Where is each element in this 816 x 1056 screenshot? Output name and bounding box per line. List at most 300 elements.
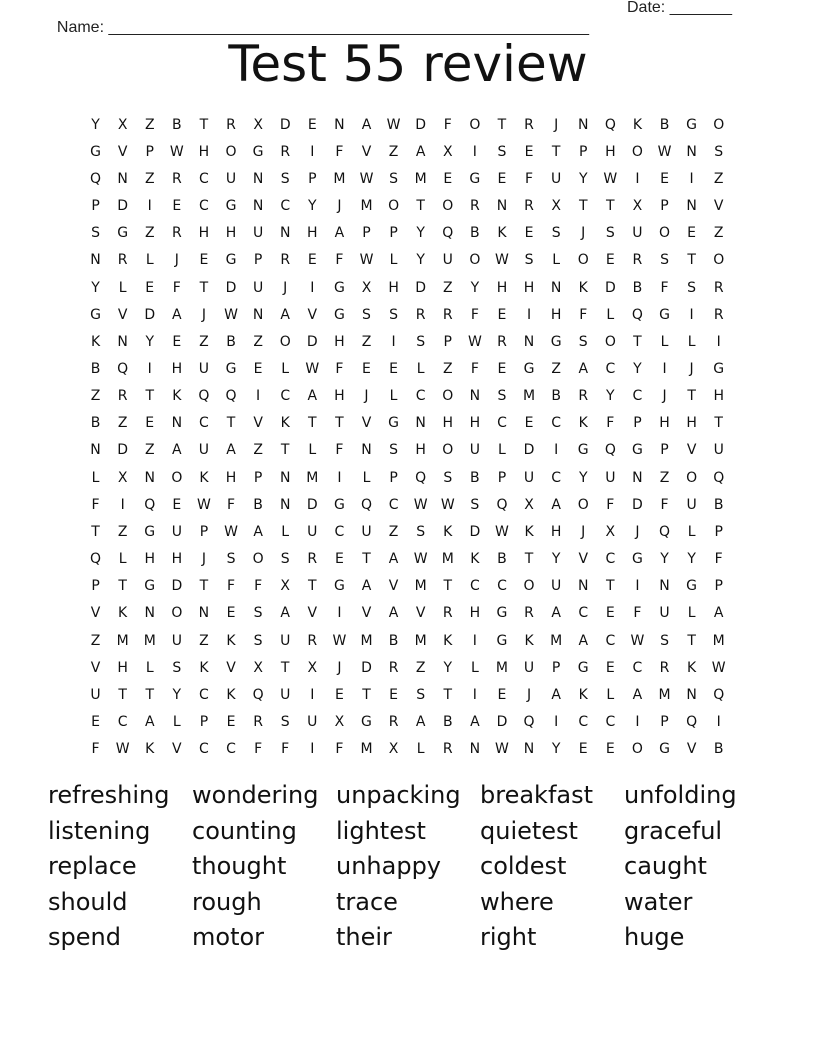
grid-letter[interactable]: S (280, 714, 290, 731)
grid-letter[interactable]: I (472, 143, 477, 160)
grid-letter[interactable]: E (334, 686, 344, 703)
grid-letter[interactable]: N (334, 116, 345, 133)
grid-letter[interactable]: I (310, 279, 315, 296)
grid-letter[interactable]: F (91, 741, 100, 758)
grid-letter[interactable]: J (337, 198, 342, 215)
grid-letter[interactable]: T (606, 198, 615, 215)
grid-letter[interactable]: M (414, 170, 427, 187)
grid-letter[interactable]: C (280, 198, 291, 215)
grid-letter[interactable]: N (632, 469, 643, 486)
grid-letter[interactable]: C (469, 578, 480, 595)
grid-letter[interactable]: A (470, 714, 480, 731)
grid-letter[interactable]: Y (443, 659, 453, 676)
grid-letter[interactable]: M (523, 388, 536, 405)
grid-letter[interactable]: H (171, 551, 183, 568)
grid-letter[interactable]: E (443, 170, 453, 187)
grid-letter[interactable]: B (226, 333, 236, 350)
grid-letter[interactable]: H (469, 415, 481, 432)
grid-letter[interactable]: M (550, 632, 563, 649)
grid-letter[interactable]: D (117, 198, 129, 215)
grid-letter[interactable]: Y (470, 279, 480, 296)
grid-letter[interactable]: K (524, 632, 534, 649)
grid-letter[interactable]: U (523, 469, 535, 486)
grid-letter[interactable]: W (359, 170, 374, 187)
grid-letter[interactable]: O (659, 225, 671, 242)
grid-letter[interactable]: P (443, 333, 452, 350)
grid-letter[interactable]: Z (388, 143, 399, 160)
grid-letter[interactable]: N (144, 605, 155, 622)
grid-letter[interactable]: S (416, 333, 426, 350)
grid-letter[interactable]: V (90, 659, 101, 676)
grid-letter[interactable]: F (172, 279, 181, 296)
grid-letter[interactable]: X (117, 469, 128, 486)
grid-letter[interactable]: Q (659, 523, 671, 540)
grid-letter[interactable]: Z (253, 442, 263, 459)
grid-letter[interactable]: U (361, 523, 372, 540)
grid-letter[interactable]: T (308, 578, 317, 595)
grid-letter[interactable]: Q (604, 442, 616, 459)
grid-letter[interactable]: R (469, 198, 480, 215)
grid-letter[interactable]: V (578, 551, 589, 568)
grid-letter[interactable]: A (172, 306, 182, 323)
grid-letter[interactable]: C (578, 714, 589, 731)
grid-letter[interactable]: L (470, 659, 479, 676)
grid-letter[interactable]: T (91, 523, 100, 540)
grid-letter[interactable]: K (226, 632, 236, 649)
grid-letter[interactable]: O (442, 198, 454, 215)
grid-letter[interactable]: C (199, 686, 209, 703)
grid-letter[interactable]: K (524, 523, 534, 540)
grid-letter[interactable]: U (632, 225, 643, 242)
date-field-label[interactable]: Date: _______ (627, 0, 732, 16)
grid-letter[interactable]: L (145, 659, 154, 676)
grid-letter[interactable]: N (252, 170, 264, 187)
grid-letter[interactable]: R (524, 116, 534, 133)
grid-letter[interactable]: E (660, 170, 669, 187)
grid-letter[interactable]: B (388, 632, 399, 649)
grid-letter[interactable]: F (579, 306, 588, 323)
grid-letter[interactable]: H (550, 523, 562, 540)
grid-letter[interactable]: I (310, 686, 315, 703)
grid-letter[interactable]: Z (144, 225, 155, 242)
grid-letter[interactable]: Q (117, 360, 129, 377)
grid-letter[interactable]: S (91, 225, 100, 242)
grid-letter[interactable]: Y (91, 116, 100, 133)
grid-letter[interactable]: V (307, 605, 318, 622)
grid-letter[interactable]: L (660, 333, 669, 350)
grid-letter[interactable]: B (497, 551, 507, 568)
grid-letter[interactable]: G (686, 578, 698, 595)
grid-letter[interactable]: Z (199, 632, 209, 649)
grid-letter[interactable]: S (578, 333, 588, 350)
grid-letter[interactable]: U (171, 632, 182, 649)
grid-letter[interactable]: H (171, 360, 183, 377)
grid-letter[interactable]: Z (144, 442, 155, 459)
grid-letter[interactable]: O (442, 388, 454, 405)
grid-letter[interactable]: H (144, 551, 155, 568)
grid-letter[interactable]: L (687, 605, 696, 622)
grid-letter[interactable]: Y (606, 388, 615, 405)
grid-letter[interactable]: U (307, 714, 318, 731)
grid-letter[interactable]: G (631, 551, 643, 568)
grid-letter[interactable]: P (660, 442, 669, 459)
grid-letter[interactable]: R (497, 333, 507, 350)
grid-letter[interactable]: D (496, 714, 508, 731)
grid-letter[interactable]: M (116, 632, 129, 649)
grid-letter[interactable]: E (605, 252, 615, 269)
grid-letter[interactable]: N (252, 198, 264, 215)
grid-letter[interactable]: L (416, 360, 425, 377)
grid-letter[interactable]: Z (117, 415, 128, 432)
grid-letter[interactable]: U (252, 279, 264, 296)
grid-letter[interactable]: G (252, 143, 264, 160)
grid-letter[interactable]: R (307, 551, 318, 568)
grid-letter[interactable]: S (714, 143, 724, 160)
grid-letter[interactable]: L (145, 252, 154, 269)
grid-letter[interactable]: T (145, 388, 155, 405)
grid-letter[interactable]: G (333, 306, 345, 323)
grid-letter[interactable]: G (496, 605, 508, 622)
grid-letter[interactable]: J (689, 360, 694, 377)
grid-letter[interactable]: S (660, 632, 669, 649)
grid-letter[interactable]: E (334, 551, 344, 568)
grid-letter[interactable]: J (554, 116, 559, 133)
grid-letter[interactable]: R (171, 225, 182, 242)
grid-letter[interactable]: X (253, 659, 263, 676)
grid-letter[interactable]: Y (578, 469, 588, 486)
grid-letter[interactable]: N (90, 442, 101, 459)
grid-letter[interactable]: W (115, 741, 130, 758)
grid-letter[interactable]: T (687, 388, 696, 405)
grid-letter[interactable]: Z (90, 388, 101, 405)
grid-letter[interactable]: W (332, 632, 347, 649)
grid-letter[interactable]: V (415, 605, 426, 622)
grid-letter[interactable]: Q (144, 496, 156, 513)
grid-letter[interactable]: Q (496, 496, 508, 513)
grid-letter[interactable]: J (201, 551, 206, 568)
grid-letter[interactable]: T (145, 686, 155, 703)
grid-letter[interactable]: R (307, 632, 318, 649)
grid-letter[interactable]: E (307, 252, 317, 269)
grid-letter[interactable]: S (470, 496, 480, 513)
grid-letter[interactable]: S (524, 252, 534, 269)
grid-letter[interactable]: V (226, 659, 236, 676)
grid-letter[interactable]: S (660, 252, 669, 269)
grid-letter[interactable]: G (333, 279, 345, 296)
grid-letter[interactable]: M (333, 170, 346, 187)
grid-letter[interactable]: P (253, 252, 263, 269)
grid-letter[interactable]: N (469, 741, 481, 758)
grid-letter[interactable]: C (605, 551, 616, 568)
grid-letter[interactable]: O (523, 578, 535, 595)
grid-letter[interactable]: Z (144, 170, 155, 187)
grid-letter[interactable]: K (199, 659, 209, 676)
grid-letter[interactable]: G (659, 306, 670, 323)
grid-letter[interactable]: S (497, 143, 507, 160)
grid-letter[interactable]: L (606, 306, 615, 323)
grid-letter[interactable]: J (364, 388, 369, 405)
grid-letter[interactable]: O (604, 333, 616, 350)
grid-letter[interactable]: V (307, 306, 318, 323)
grid-letter[interactable]: T (633, 333, 642, 350)
grid-letter[interactable]: P (199, 714, 209, 731)
grid-letter[interactable]: G (225, 198, 237, 215)
grid-letter[interactable]: G (659, 741, 670, 758)
grid-letter[interactable]: S (226, 551, 236, 568)
grid-letter[interactable]: D (632, 496, 643, 513)
grid-letter[interactable]: T (524, 551, 534, 568)
grid-letter[interactable]: K (226, 686, 236, 703)
grid-letter[interactable]: H (713, 388, 724, 405)
grid-letter[interactable]: Y (633, 360, 642, 377)
grid-letter[interactable]: P (660, 198, 669, 215)
grid-letter[interactable]: L (118, 551, 127, 568)
grid-letter[interactable]: O (225, 143, 237, 160)
grid-letter[interactable]: I (635, 714, 640, 731)
name-field-label[interactable]: Name: ______________________________________________________ (56, 19, 589, 36)
grid-letter[interactable]: N (686, 198, 697, 215)
grid-letter[interactable]: D (469, 523, 481, 540)
grid-letter[interactable]: I (391, 333, 396, 350)
grid-letter[interactable]: W (224, 523, 238, 540)
grid-letter[interactable]: B (713, 496, 724, 513)
grid-letter[interactable]: U (686, 496, 697, 513)
grid-letter[interactable]: E (172, 333, 182, 350)
grid-letter[interactable]: Q (631, 306, 643, 323)
grid-letter[interactable]: B (442, 714, 453, 731)
grid-letter[interactable]: I (147, 198, 152, 215)
grid-letter[interactable]: R (713, 306, 724, 323)
grid-letter[interactable]: F (335, 143, 344, 160)
grid-letter[interactable]: X (361, 279, 372, 296)
grid-letter[interactable]: F (606, 496, 615, 513)
grid-letter[interactable]: C (551, 415, 562, 432)
grid-letter[interactable]: G (144, 578, 156, 595)
grid-letter[interactable]: M (712, 632, 725, 649)
grid-letter[interactable]: E (226, 605, 236, 622)
grid-letter[interactable]: B (470, 225, 480, 242)
grid-letter[interactable]: V (117, 306, 128, 323)
grid-letter[interactable]: C (605, 714, 616, 731)
grid-letter[interactable]: R (442, 306, 453, 323)
grid-letter[interactable]: H (225, 469, 237, 486)
grid-letter[interactable]: F (714, 551, 723, 568)
grid-letter[interactable]: G (90, 143, 101, 160)
grid-letter[interactable]: A (361, 578, 372, 595)
grid-letter[interactable]: Z (442, 279, 453, 296)
grid-letter[interactable]: I (147, 360, 152, 377)
grid-letter[interactable]: H (469, 605, 481, 622)
grid-letter[interactable]: F (525, 170, 534, 187)
grid-letter[interactable]: W (224, 306, 238, 323)
grid-letter[interactable]: U (252, 225, 264, 242)
grid-letter[interactable]: L (687, 333, 696, 350)
grid-letter[interactable]: U (469, 442, 480, 459)
grid-letter[interactable]: N (171, 415, 183, 432)
grid-letter[interactable]: O (171, 469, 183, 486)
grid-letter[interactable]: Z (361, 333, 372, 350)
grid-letter[interactable]: Q (225, 388, 237, 405)
grid-letter[interactable]: E (172, 496, 182, 513)
grid-letter[interactable]: J (526, 686, 532, 703)
grid-letter[interactable]: N (577, 116, 589, 133)
grid-letter[interactable]: J (581, 225, 586, 242)
grid-letter[interactable]: C (632, 388, 643, 405)
grid-letter[interactable]: W (495, 252, 509, 269)
grid-letter[interactable]: I (310, 143, 315, 160)
grid-letter[interactable]: I (120, 496, 125, 513)
grid-letter[interactable]: L (118, 279, 127, 296)
grid-letter[interactable]: I (472, 632, 477, 649)
grid-letter[interactable]: W (305, 360, 320, 377)
grid-letter[interactable]: I (689, 170, 694, 187)
grid-letter[interactable]: H (334, 388, 345, 405)
grid-letter[interactable]: G (577, 659, 589, 676)
grid-letter[interactable]: E (145, 279, 155, 296)
grid-letter[interactable]: B (470, 469, 480, 486)
grid-letter[interactable]: O (252, 551, 264, 568)
grid-letter[interactable]: W (386, 116, 401, 133)
grid-letter[interactable]: E (362, 360, 371, 377)
grid-letter[interactable]: V (686, 442, 697, 459)
grid-letter[interactable]: T (199, 578, 209, 595)
grid-letter[interactable]: E (524, 225, 534, 242)
grid-letter[interactable]: S (416, 686, 426, 703)
grid-letter[interactable]: R (280, 143, 291, 160)
grid-letter[interactable]: D (523, 442, 535, 459)
grid-letter[interactable]: N (361, 442, 372, 459)
grid-letter[interactable]: T (308, 415, 317, 432)
grid-letter[interactable]: J (581, 523, 586, 540)
grid-letter[interactable]: Y (416, 225, 425, 242)
grid-letter[interactable]: C (199, 170, 209, 187)
grid-letter[interactable]: J (662, 388, 667, 405)
grid-letter[interactable]: A (307, 388, 318, 405)
grid-letter[interactable]: C (199, 198, 209, 215)
grid-letter[interactable]: O (686, 469, 698, 486)
grid-letter[interactable]: X (551, 198, 561, 215)
grid-letter[interactable]: R (442, 605, 453, 622)
grid-letter[interactable]: T (687, 252, 696, 269)
grid-letter[interactable]: C (280, 388, 291, 405)
grid-letter[interactable]: A (551, 605, 561, 622)
grid-letter[interactable]: Q (415, 469, 427, 486)
grid-letter[interactable]: K (199, 469, 209, 486)
grid-letter[interactable]: I (716, 333, 721, 350)
grid-letter[interactable]: U (280, 686, 291, 703)
grid-letter[interactable]: D (144, 306, 156, 323)
grid-letter[interactable]: S (605, 225, 615, 242)
grid-letter[interactable]: I (662, 360, 667, 377)
grid-letter[interactable]: U (280, 632, 291, 649)
grid-letter[interactable]: N (523, 741, 535, 758)
grid-letter[interactable]: C (605, 632, 616, 649)
grid-letter[interactable]: G (117, 225, 129, 242)
grid-letter[interactable]: G (333, 496, 345, 513)
grid-letter[interactable]: O (713, 252, 725, 269)
grid-letter[interactable]: X (280, 578, 290, 595)
grid-letter[interactable]: S (280, 551, 290, 568)
grid-letter[interactable]: C (578, 605, 589, 622)
grid-letter[interactable]: E (145, 415, 155, 432)
grid-letter[interactable]: N (279, 469, 291, 486)
grid-letter[interactable]: O (631, 143, 643, 160)
grid-letter[interactable]: Z (144, 116, 155, 133)
grid-letter[interactable]: L (389, 388, 398, 405)
grid-letter[interactable]: K (90, 333, 101, 350)
grid-letter[interactable]: W (711, 659, 726, 676)
grid-letter[interactable]: O (469, 116, 481, 133)
grid-letter[interactable]: G (631, 442, 643, 459)
grid-letter[interactable]: L (687, 523, 696, 540)
grid-letter[interactable]: A (226, 442, 236, 459)
grid-letter[interactable]: J (337, 659, 342, 676)
grid-letter[interactable]: C (117, 714, 128, 731)
grid-letter[interactable]: S (687, 279, 697, 296)
grid-letter[interactable]: A (253, 523, 263, 540)
grid-letter[interactable]: Y (91, 279, 100, 296)
grid-letter[interactable]: O (713, 116, 725, 133)
grid-letter[interactable]: M (414, 578, 427, 595)
grid-letter[interactable]: L (552, 252, 561, 269)
grid-letter[interactable]: V (388, 578, 399, 595)
grid-letter[interactable]: T (280, 659, 290, 676)
grid-letter[interactable]: Q (90, 551, 102, 568)
grid-letter[interactable]: K (172, 388, 182, 405)
grid-letter[interactable]: Y (308, 198, 317, 215)
grid-letter[interactable]: C (632, 659, 643, 676)
grid-letter[interactable]: C (226, 741, 236, 758)
grid-letter[interactable]: N (198, 605, 210, 622)
grid-letter[interactable]: T (280, 442, 290, 459)
grid-letter[interactable]: H (198, 225, 210, 242)
grid-letter[interactable]: T (606, 578, 615, 595)
grid-letter[interactable]: N (117, 170, 128, 187)
grid-letter[interactable]: J (283, 279, 288, 296)
grid-letter[interactable]: V (117, 143, 128, 160)
grid-letter[interactable]: C (199, 415, 209, 432)
grid-letter[interactable]: N (279, 225, 291, 242)
grid-letter[interactable]: H (523, 279, 535, 296)
grid-letter[interactable]: F (226, 496, 236, 513)
grid-letter[interactable]: E (307, 116, 317, 133)
grid-letter[interactable]: Z (199, 333, 209, 350)
grid-letter[interactable]: D (306, 333, 318, 350)
grid-letter[interactable]: T (199, 116, 209, 133)
grid-letter[interactable]: Y (416, 252, 425, 269)
grid-letter[interactable]: E (687, 225, 697, 242)
grid-letter[interactable]: O (279, 333, 291, 350)
grid-letter[interactable]: N (144, 469, 155, 486)
grid-letter[interactable]: X (442, 143, 453, 160)
grid-letter[interactable]: Y (551, 741, 561, 758)
grid-letter[interactable]: P (633, 415, 642, 432)
grid-letter[interactable]: H (388, 279, 399, 296)
grid-letter[interactable]: B (90, 360, 101, 377)
grid-letter[interactable]: E (605, 741, 615, 758)
grid-letter[interactable]: G (144, 523, 156, 540)
grid-letter[interactable]: B (659, 116, 670, 133)
grid-letter[interactable]: E (524, 415, 534, 432)
grid-letter[interactable]: R (415, 306, 426, 323)
grid-letter[interactable]: A (144, 714, 155, 731)
grid-letter[interactable]: F (281, 741, 290, 758)
grid-letter[interactable]: N (415, 415, 426, 432)
grid-letter[interactable]: B (632, 279, 643, 296)
grid-letter[interactable]: K (470, 551, 480, 568)
grid-letter[interactable]: W (495, 523, 509, 540)
grid-letter[interactable]: M (360, 741, 373, 758)
